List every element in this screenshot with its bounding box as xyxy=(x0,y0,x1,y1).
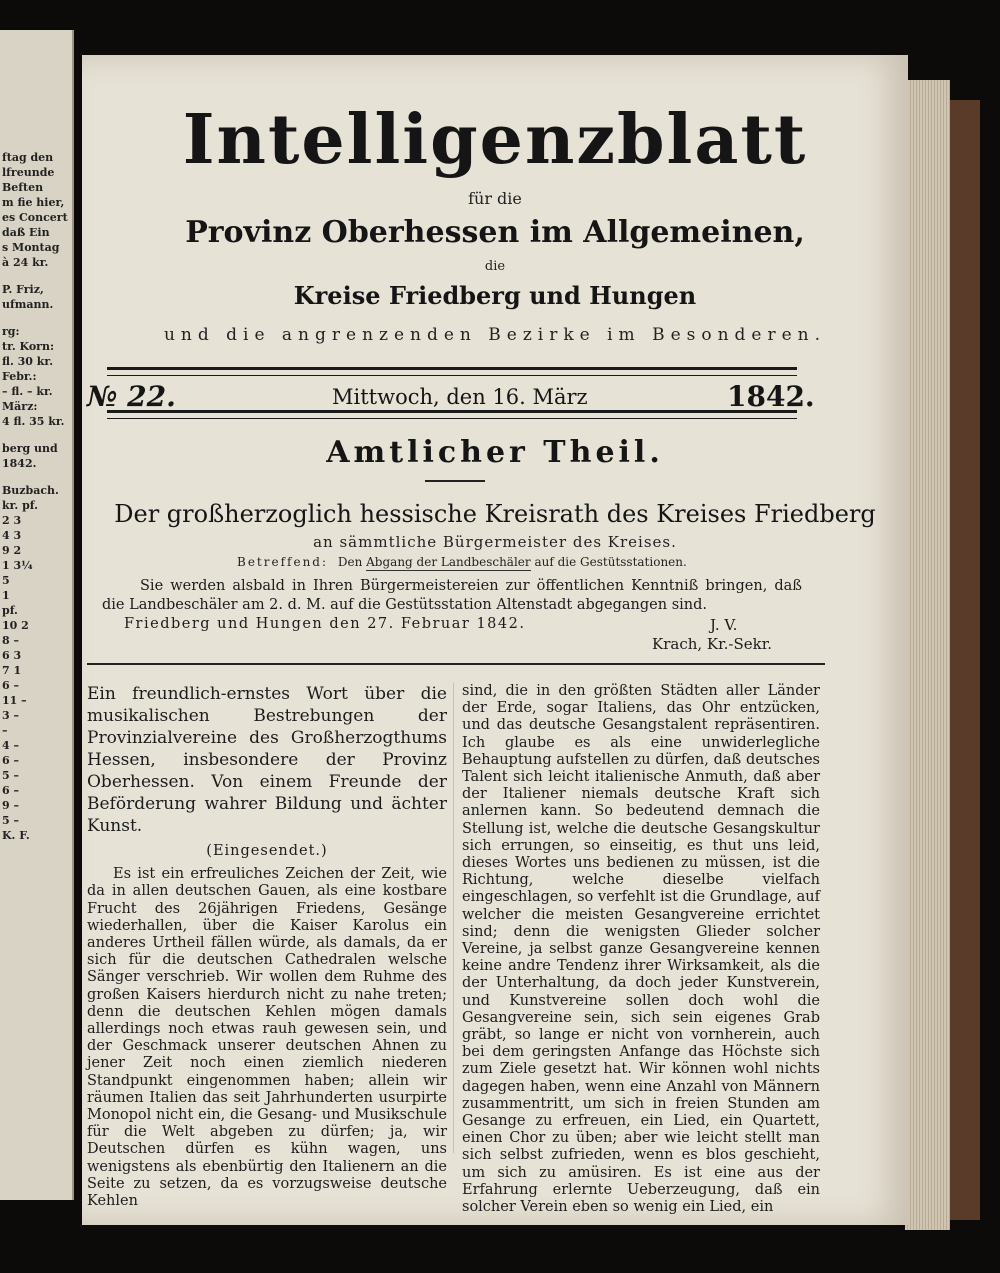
left-page-line: rg: xyxy=(2,325,20,338)
issue-date: Mittwoch, den 16. März xyxy=(332,385,588,409)
decree-body xyxy=(102,577,802,615)
left-page-line: 9 – xyxy=(2,799,19,812)
left-page-line: Buzbach. xyxy=(2,484,59,497)
left-page-line: Febr.: xyxy=(2,370,37,383)
left-page-line: 7 1 xyxy=(2,664,22,677)
left-page-line: 9 2 xyxy=(2,544,22,557)
left-page-line: 4 3 xyxy=(2,529,22,542)
subject-label: Betreffend: xyxy=(237,555,329,569)
masthead-areas: und die angrenzenden Bezirke im Besonderen. xyxy=(163,325,827,345)
left-page-line: 5 – xyxy=(2,814,19,827)
article-left-column xyxy=(87,683,447,1210)
column-divider xyxy=(453,683,454,1153)
left-page-line: es Concert xyxy=(2,211,68,224)
left-page-line: pf. xyxy=(2,604,18,617)
article-left-body: Es ist ein erfreuliches Zeichen der Zeit, wie da in allen deutschen Gauen, als eine kostbare Frucht des 26jährigen Friedens, Gesänge wiederhallen, über die Kaiser Karolus ein anderes Urtheil fällen würde, als damals, da er sich für die deutschen Cathedralen welsche Sänger verschrieb. Wir wollen dem Ruhme des großen Kaisers hierdurch nicht zu nahe treten; denn die deutschen Kehlen mögen damals allerdings noch etwas rauh gewesen sein, und der Geschmack unserer deutschen Ahnen zu jener Zeit noch einen ziemlich niederen Standpunkt eingenommen haben; allein wir räumen Italien das seit Jahrhunderten usurpirte Monopol nicht ein, die Gesang- und Musikschule für die Welt abgeben zu dürfen; ja, wir Deutschen dürfen es kühn wagen, uns wenigstens als ebenbürtig den Italienern an die Seite zu setzen, da es vorzugsweise deutsche Kehlen xyxy=(87,866,447,1210)
article-right-body: sind, die in den größten Städten aller Länder der Erde, sogar Italiens, das Ohr entzücken, und das deutsche Gesangstalent repräsentiren. Ich glaube es als eine unwiderlegliche Behauptung aufstellen zu dürfen, daß deutsches Talent sich leicht italienische Anmuth, daß aber der Italiener niemals deutsche Kraft sich anlernen kann. So bedeutend demnach die Stellung ist, welche die deutsche Gesangskultur sich errungen, so einseitig, es thut uns leid, dieses Wortes uns bedienen zu müssen, ist die Richtung, welche dieselbe vielfach eingeschlagen, so verfehlt ist die Grundlage, auf welcher die meisten Gesangvereine errichtet sind; denn die wenigsten Glieder solcher Vereine, ja selbst ganze Gesangvereine kennen keine andre Tendenz ihrer Wirksamkeit, als die der Unterhaltung, da doch jeder Kunstverein, und Kunstvereine sollen doch wohl die Gesangvereine sein, sich sein eigenes Grab gräbt, so lange er nicht von vornherein, auch bei dem geringsten Anfange das Höchste sich zum Ziele gesetzt hat. Wir können wohl nichts dagegen haben, wenn eine Anzahl von Männern zusammentritt, um sich in freien Stunden am Gesange zu erfreuen, ein Lied, ein Quartett, einen Chor zu üben; aber wie leicht stellt man sich selbst zufrieden, wenn es blos geschieht, um sich zu amüsiren. Es ist eine aus der Erfahrung erlernte Ueberzeugung, daß ein solcher Verein eben so wenig ein Lied, ein xyxy=(462,683,820,1216)
bottom-double-rule xyxy=(107,410,797,419)
left-page-line: lfreunde xyxy=(2,166,55,179)
article-headline: Ein freundlich-ernstes Wort über die musikalischen Bestrebungen der Provinzialvereine des Großherzogthums Hessen, insbesondere der Provinz Oberhessen. Von einem Freunde der Beförderung wahrer Bildung und ächter Kunst. xyxy=(87,684,447,836)
official-section-rule xyxy=(87,663,825,665)
masthead-title: Intelligenzblatt xyxy=(182,100,808,180)
left-page-line: 6 – xyxy=(2,679,19,692)
left-page-line: 1 xyxy=(2,589,10,602)
left-page-line: 5 xyxy=(2,574,10,587)
left-page-line: 3 – xyxy=(2,709,19,722)
left-page-line: 6 3 xyxy=(2,649,22,662)
section-short-rule xyxy=(425,480,485,482)
left-page-line: 2 3 xyxy=(2,514,22,527)
left-page-line: 4 fl. 35 kr. xyxy=(2,415,65,428)
issue-number: № 22. xyxy=(87,380,176,413)
left-page-line: 4 – xyxy=(2,739,19,752)
left-page-line: 6 – xyxy=(2,784,19,797)
subject-pre: Den xyxy=(337,555,363,569)
page-edges xyxy=(905,80,950,1230)
left-page-line xyxy=(2,270,70,282)
top-double-rule xyxy=(107,367,797,376)
left-page-line: 5 – xyxy=(2,769,19,782)
decree-title: Der großherzoglich hessische Kreisrath des Kreises Friedberg xyxy=(114,500,876,528)
newspaper-page xyxy=(82,55,908,1225)
masthead-die: die xyxy=(484,259,506,274)
left-page-line: Beften xyxy=(2,181,44,194)
left-page-line: 11 – xyxy=(2,694,27,707)
article-right-column xyxy=(462,683,820,1216)
left-page-line: ftag den xyxy=(2,151,54,164)
masthead-districts: Kreise Friedberg und Hungen xyxy=(293,281,697,310)
masthead-province: Provinz Oberhessen im Allgemeinen, xyxy=(185,215,805,250)
left-page-text-strip xyxy=(2,150,70,843)
left-page-line xyxy=(2,429,70,441)
masthead-fuer-die: für die xyxy=(468,189,522,208)
left-page-line: daß Ein xyxy=(2,226,50,239)
subject-post: auf die Gestütsstationen. xyxy=(534,555,687,569)
left-page-line: à 24 kr. xyxy=(2,256,49,269)
left-page-line: fl. 30 kr. xyxy=(2,355,54,368)
decree-addressee: an sämmtliche Bürgermeister des Kreises. xyxy=(313,533,677,551)
left-page-line xyxy=(2,471,70,483)
left-page-line: ufmann. xyxy=(2,298,54,311)
adjacent-left-page xyxy=(0,30,74,1200)
article-sender-note: (Eingesendet.) xyxy=(206,843,328,859)
left-page-line: – fl. – kr. xyxy=(2,385,53,398)
left-page-line: berg und xyxy=(2,442,58,455)
decree-signature-initials: J. V. xyxy=(710,616,738,634)
left-page-line: – xyxy=(2,724,8,737)
left-page-line: kr. pf. xyxy=(2,499,38,512)
left-page-line: 6 – xyxy=(2,754,19,767)
decree-signature-name: Krach, Kr.-Sekr. xyxy=(652,635,773,653)
decree-subject-line xyxy=(237,555,687,569)
left-page-line: 1 3¼ xyxy=(2,559,33,572)
left-page-line xyxy=(2,312,70,324)
left-page-line: März: xyxy=(2,400,38,413)
left-page-line: s Montag xyxy=(2,241,60,254)
subject-underlined: Abgang der Landbeschäler xyxy=(366,555,531,569)
left-page-line: 10 2 xyxy=(2,619,29,632)
left-page-line: K. F. xyxy=(2,829,30,842)
left-page-line: 1842. xyxy=(2,457,37,470)
issue-year: 1842. xyxy=(727,380,815,413)
section-heading: Amtlicher Theil. xyxy=(326,435,664,470)
decree-place-date: Friedberg und Hungen den 27. Februar 1842. xyxy=(124,616,526,632)
left-page-line: 8 – xyxy=(2,634,19,647)
left-page-line: m fie hier, xyxy=(2,196,65,209)
left-page-line: P. Friz, xyxy=(2,283,44,296)
decree-body-text: Sie werden alsbald in Ihren Bürgermeistereien zur öffentlichen Kenntniß bringen, daß die Landbeschäler am 2. d. M. auf die Gestütsstation Altenstadt abgegangen sind. xyxy=(102,578,802,613)
left-page-line: tr. Korn: xyxy=(2,340,55,353)
